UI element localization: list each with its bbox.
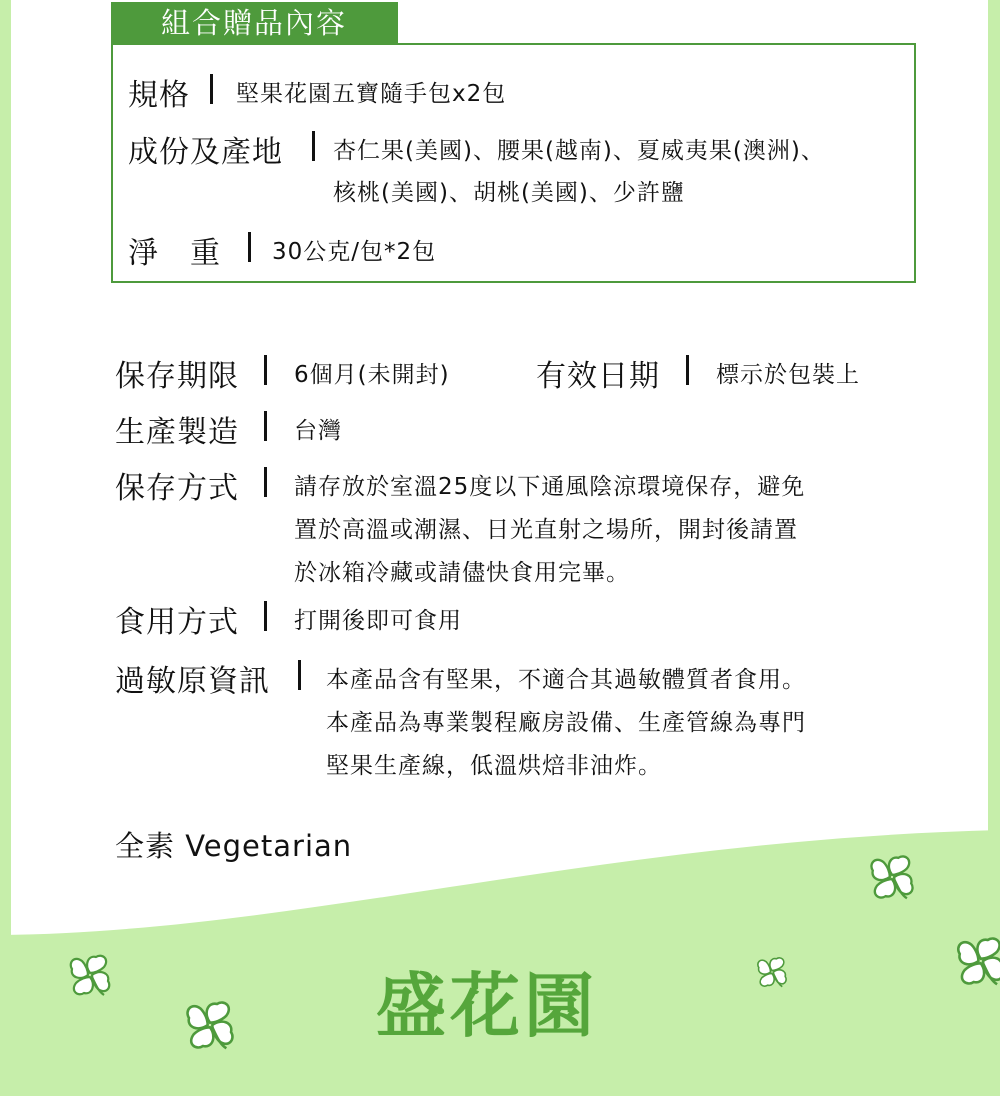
shelf-life-value: 6個月(未開封)	[294, 362, 450, 388]
divider-bar	[264, 411, 267, 441]
allergy-line-3: 堅果生產線，低溫烘焙非油炸。	[326, 753, 662, 779]
origin-line-2: 核桃(美國)、胡桃(美國)、少許鹽	[333, 180, 685, 206]
allergy-line-2: 本產品為專業製程廠房設備、生產管線為專門	[326, 710, 806, 736]
storage-line-2: 置於高溫或潮濕、日光直射之場所，開封後請置	[294, 517, 798, 543]
clover-icon	[860, 845, 924, 909]
shelf-life-label: 保存期限	[115, 359, 239, 394]
gift-tab-title: 組合贈品內容	[161, 6, 348, 40]
usage-value: 打開後即可食用	[294, 608, 462, 634]
divider-bar	[264, 601, 267, 631]
origin-line-1: 杏仁果(美國)、腰果(越南)、夏威夷果(澳洲)、	[333, 138, 825, 164]
made-in-value: 台灣	[294, 418, 342, 444]
divider-bar	[210, 74, 213, 104]
storage-line-3: 於冰箱冷藏或請儘快食用完畢。	[294, 560, 630, 586]
expiry-label: 有效日期	[536, 359, 660, 394]
spec-value: 堅果花園五寶隨手包x2包	[236, 81, 507, 107]
storage-line-1: 請存放於室溫25度以下通風陰涼環境保存，避免	[294, 474, 806, 500]
storage-label: 保存方式	[115, 471, 239, 506]
clover-icon	[944, 926, 1000, 996]
gift-tab	[111, 2, 398, 44]
divider-bar	[264, 467, 267, 497]
weight-value: 30公克/包*2包	[272, 239, 437, 265]
divider-bar	[248, 232, 251, 262]
brand-logo: 盛花園	[376, 964, 598, 1047]
expiry-value: 標示於包裝上	[716, 362, 860, 388]
spec-label: 規格	[128, 78, 190, 113]
made-in-label: 生產製造	[115, 415, 239, 450]
allergy-line-1: 本產品含有堅果，不適合其過敏體質者食用。	[326, 667, 806, 693]
divider-bar	[298, 660, 301, 690]
divider-bar	[686, 355, 689, 385]
divider-bar	[264, 355, 267, 385]
clover-icon	[750, 950, 794, 994]
usage-label: 食用方式	[115, 605, 239, 640]
weight-label: 淨 重	[128, 236, 221, 271]
clover-icon	[175, 990, 245, 1060]
allergy-label: 過敏原資訊	[115, 664, 270, 699]
origin-label: 成份及產地	[128, 135, 283, 170]
divider-bar	[312, 131, 315, 161]
vegetarian-label: 全素 Vegetarian	[115, 829, 353, 863]
clover-icon	[60, 945, 120, 1005]
